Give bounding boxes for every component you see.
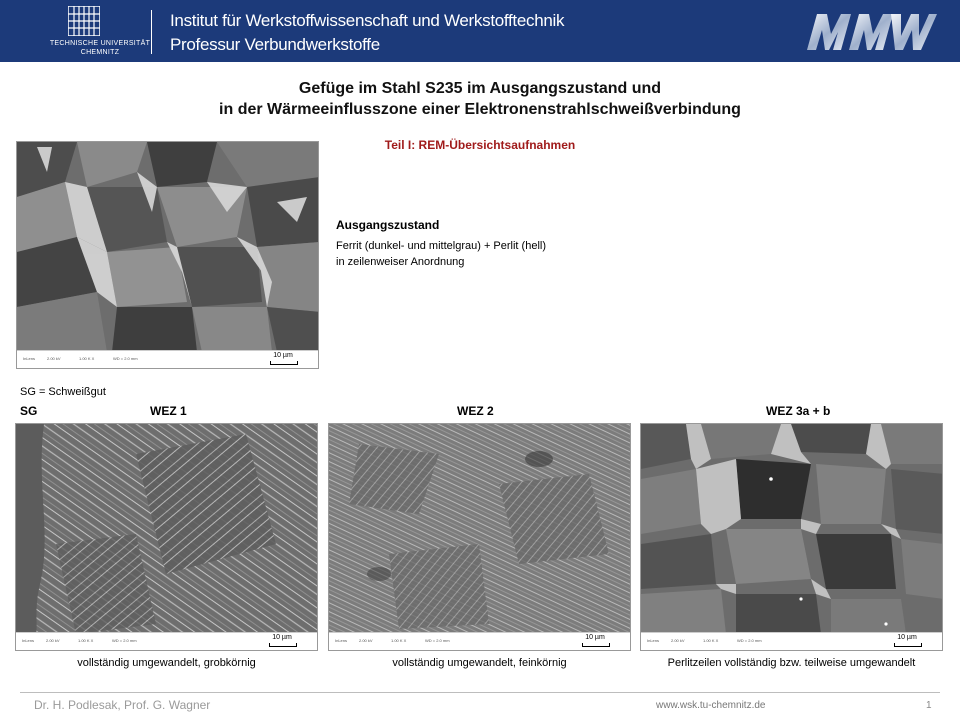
scale-label: 10 µm <box>585 634 605 641</box>
micrograph-info-strip: InLens 2.00 kV 1.00 K X WD = 2.0 mm 10 µm <box>16 632 317 650</box>
scale-label: 10 µm <box>273 352 293 359</box>
micrograph-info-strip: InLens 2.00 kV 1.00 K X WD = 2.0 mm 10 µm <box>641 632 942 650</box>
slide-title-line-2: in der Wärmeeinflusszone einer Elektronenstrahlschweißverbindung <box>219 101 741 118</box>
ausgangszustand-description-2: in zeilenweiser Anordnung <box>336 256 465 268</box>
scale-bar <box>269 643 297 647</box>
slide-title-line-1: Gefüge im Stahl S235 im Ausgangszustand und <box>298 80 662 97</box>
professorship-name: Professur Verbundwerkstoffe <box>170 35 380 54</box>
scale-label: 10 µm <box>897 634 917 641</box>
page-number: 1 <box>926 700 932 711</box>
header-band <box>0 0 960 62</box>
micrograph-info-strip: InLens 2.00 kV 1.00 K X WD = 2.0 mm 10 µm <box>17 350 318 368</box>
scale-bar <box>582 643 610 647</box>
micrograph-wez2 <box>328 423 631 651</box>
footer-authors: Dr. H. Podlesak, Prof. G. Wagner <box>34 698 211 712</box>
university-name-line-1: TECHNISCHE UNIVERSITÄT <box>49 40 151 47</box>
label-wez2: WEZ 2 <box>457 404 494 418</box>
label-wez3: WEZ 3a + b <box>766 404 831 418</box>
caption-wez3: Perlitzeilen vollständig bzw. teilweise umgewandelt <box>667 657 916 669</box>
university-name-line-2: CHEMNITZ <box>80 49 120 56</box>
scale-bar <box>270 361 298 365</box>
tu-chemnitz-logo <box>30 6 151 58</box>
slide-subtitle: Teil I: REM-Übersichtsaufnahmen <box>384 138 576 152</box>
scale-bar <box>894 643 922 647</box>
footer-divider <box>20 692 940 693</box>
institute-name: Institut für Werkstoffwissenschaft und Werkstofftechnik <box>170 11 565 30</box>
micrograph-ausgangszustand <box>16 141 319 369</box>
header-divider <box>151 10 152 54</box>
mmw-logo-icon <box>805 12 937 52</box>
footer-website-link[interactable]: www.wsk.tu-chemnitz.de <box>656 700 766 711</box>
micrograph-info-strip: InLens 2.00 kV 1.00 K X WD = 2.0 mm 10 µm <box>329 632 630 650</box>
micrograph-wez3 <box>640 423 943 651</box>
label-sg: SG <box>20 404 38 418</box>
micrograph-wez1 <box>15 423 318 651</box>
caption-wez2: vollständig umgewandelt, feinkörnig <box>392 657 567 669</box>
ausgangszustand-heading: Ausgangszustand <box>336 218 440 232</box>
scale-label: 10 µm <box>272 634 292 641</box>
ausgangszustand-description-1: Ferrit (dunkel- und mittelgrau) + Perlit (hell) <box>336 240 546 252</box>
caption-wez1: vollständig umgewandelt, grobkörnig <box>77 657 256 669</box>
label-wez1: WEZ 1 <box>150 404 187 418</box>
abbreviation-note: SG = Schweißgut <box>20 386 106 398</box>
tu-chemnitz-logo-icon <box>68 6 100 36</box>
